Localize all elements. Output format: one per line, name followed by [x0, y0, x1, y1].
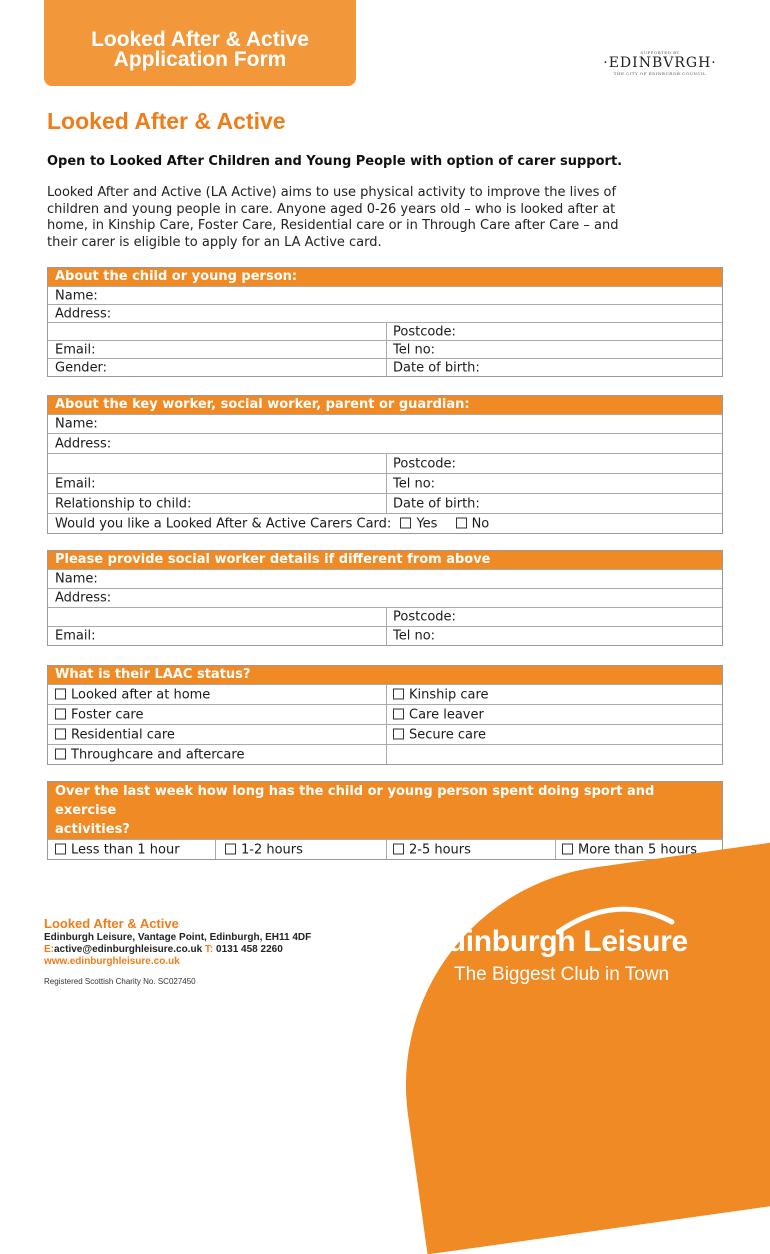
charity-number: Registered Scottish Charity No. SC027450 — [44, 977, 196, 986]
email-field[interactable]: Email: — [55, 476, 96, 491]
form-row — [48, 358, 722, 376]
laac-status-section — [47, 665, 723, 765]
form-row — [48, 340, 722, 358]
checkbox[interactable] — [55, 748, 66, 759]
page-title: Looked After & Active — [47, 108, 286, 134]
address-field[interactable]: Address: — [55, 436, 112, 451]
footer-website[interactable]: www.edinburghleisure.co.uk — [44, 956, 180, 967]
brand-name: Edinburgh Leisure — [428, 925, 688, 958]
form-row — [48, 744, 722, 764]
footer-orange-shape — [377, 826, 770, 1254]
footer-address: Edinburgh Leisure, Vantage Point, Edinburgh, EH11 4DF — [44, 932, 312, 943]
form-row — [48, 839, 722, 859]
child-details-section — [47, 267, 723, 377]
laac-option: Secure care — [393, 727, 486, 742]
footer-email[interactable]: active@edinburghleisure.co.uk — [54, 944, 203, 955]
intro-paragraph — [47, 185, 687, 251]
guardian-details-section — [47, 395, 723, 534]
form-row — [48, 433, 722, 453]
tel-field[interactable]: Tel no: — [393, 628, 436, 644]
form-row — [48, 569, 722, 588]
form-row — [48, 626, 722, 645]
logo-supported-by: SUPPORTED BY — [640, 50, 680, 55]
footer-tel: 0131 458 2260 — [216, 944, 283, 955]
laac-option: Kinship care — [393, 687, 489, 702]
form-row — [48, 704, 722, 724]
checkbox[interactable] — [55, 728, 66, 739]
form-row — [48, 453, 722, 473]
carers-card-label: Would you like a Looked After & Active Carers Card: — [55, 516, 392, 531]
form-row — [48, 513, 722, 533]
laac-option: Looked after at home — [55, 687, 210, 702]
section-header: About the key worker, social worker, parent or guardian: — [48, 396, 722, 414]
activity-option: 1-2 hours — [225, 842, 303, 857]
laac-option: Residential care — [55, 727, 175, 742]
activity-option: Less than 1 hour — [55, 842, 180, 857]
form-row — [48, 414, 722, 433]
section-header — [48, 782, 722, 839]
form-title-banner — [44, 0, 356, 86]
footer-contact — [44, 916, 311, 988]
checkbox[interactable] — [393, 708, 404, 719]
intro-line: their carer is eligible to apply for an LA Active card. — [47, 234, 382, 250]
social-worker-section — [47, 550, 723, 646]
checkbox[interactable] — [55, 708, 66, 719]
gender-field[interactable]: Gender: — [55, 360, 108, 375]
form-row — [48, 588, 722, 607]
checkbox[interactable] — [393, 843, 404, 854]
activity-option: More than 5 hours — [562, 842, 697, 857]
no-label: No — [471, 516, 490, 531]
postcode-field[interactable]: Postcode: — [393, 609, 456, 625]
banner-line-2: Application Form — [113, 48, 287, 71]
yes-label: Yes — [416, 516, 438, 531]
form-row — [48, 607, 722, 626]
address-field[interactable]: Address: — [55, 590, 112, 606]
intro-line: children and young people in care. Anyone aged 0-26 years old – who is looked after at — [47, 201, 616, 217]
checkbox[interactable] — [393, 688, 404, 699]
form-row — [48, 304, 722, 322]
carers-card-question — [55, 516, 489, 531]
checkbox[interactable] — [55, 843, 66, 854]
email-field[interactable]: Email: — [55, 628, 96, 644]
email-field[interactable]: Email: — [55, 342, 96, 357]
tel-label: T: — [204, 944, 214, 955]
relationship-field[interactable]: Relationship to child: — [55, 496, 192, 511]
laac-option: Throughcare and aftercare — [55, 747, 244, 762]
name-field[interactable]: Name: — [55, 288, 98, 303]
activity-time-section — [47, 781, 723, 860]
name-field[interactable]: Name: — [55, 571, 98, 587]
checkbox[interactable] — [225, 843, 236, 854]
laac-option: Foster care — [55, 707, 143, 722]
tel-field[interactable]: Tel no: — [393, 342, 436, 357]
logo-sub: THE CITY OF EDINBURGH COUNCIL — [613, 71, 707, 76]
laac-option: Care leaver — [393, 707, 484, 722]
section-header-line: Over the last week how long has the child or young person spent doing sport and exercise — [55, 784, 655, 818]
section-header: What is their LAAC status? — [48, 666, 722, 684]
postcode-field[interactable]: Postcode: — [393, 324, 456, 339]
dob-field[interactable]: Date of birth: — [393, 360, 480, 375]
checkbox[interactable] — [562, 843, 573, 854]
banner-line-1: Looked After & Active — [91, 28, 309, 51]
checkbox[interactable] — [55, 688, 66, 699]
name-field[interactable]: Name: — [55, 416, 98, 432]
activity-option: 2-5 hours — [393, 842, 471, 857]
dob-field[interactable]: Date of birth: — [393, 496, 480, 511]
form-row — [48, 286, 722, 304]
section-header: About the child or young person: — [48, 268, 722, 286]
edinburgh-leisure-logo — [428, 925, 688, 986]
logo-name: ·EDINBVRGH· — [603, 55, 717, 71]
section-header-line: activities? — [55, 822, 130, 837]
form-row — [48, 724, 722, 744]
footer-title: Looked After & Active — [44, 916, 179, 931]
email-label: E: — [44, 944, 54, 955]
intro-line: Looked After and Active (LA Active) aims to use physical activity to improve the lives of — [47, 185, 617, 200]
tel-field[interactable]: Tel no: — [393, 476, 436, 491]
no-checkbox[interactable] — [456, 517, 467, 528]
intro-line: home, in Kinship Care, Foster Care, Residential care or in Through Care after Care – and — [47, 218, 619, 233]
form-row — [48, 684, 722, 704]
form-row — [48, 473, 722, 493]
form-row — [48, 322, 722, 340]
form-row — [48, 493, 722, 513]
yes-checkbox[interactable] — [400, 517, 411, 528]
section-header: Please provide social worker details if different from above — [48, 551, 722, 569]
brand-tagline: The Biggest Club in Town — [454, 964, 670, 985]
edinburgh-council-logo — [595, 50, 725, 76]
postcode-field[interactable]: Postcode: — [393, 456, 456, 471]
page-subtitle: Open to Looked After Children and Young People with option of carer support. — [47, 154, 623, 169]
address-field[interactable]: Address: — [55, 306, 112, 321]
checkbox[interactable] — [393, 728, 404, 739]
